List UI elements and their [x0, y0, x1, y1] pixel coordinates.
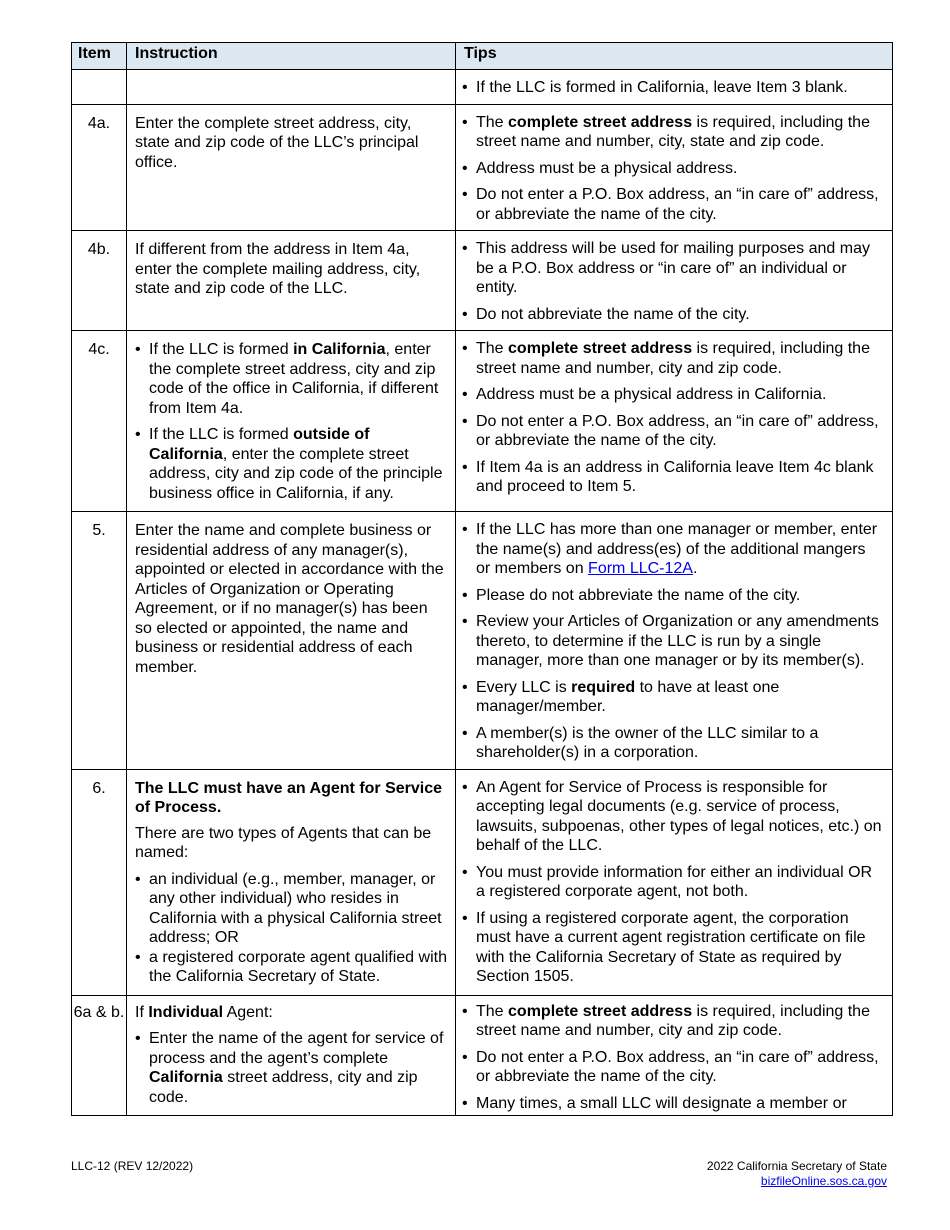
tips-cell — [456, 70, 893, 105]
instruction-text: There are two types of Agents that can be named: — [135, 824, 432, 861]
tip-bullet: • Do not enter a P.O. Box address, an “in care of” address, or abbreviate the name of the city. — [462, 1048, 884, 1087]
tips-cell — [456, 769, 893, 995]
tips-cell — [456, 231, 893, 331]
table-row — [72, 104, 893, 231]
tip-bullet: • If the LLC is formed in California, leave Item 3 blank. — [462, 78, 884, 98]
form-revision: LLC-12 (REV 12/2022) — [71, 1159, 194, 1173]
tip-bullet: • The complete street address is required, including the street name and number, city, state and zip code. — [462, 113, 884, 152]
instruction-text: Enter the name and complete business or residential address of any manager(s), appointed or elected in accordance with the Articles of Organization or Operating Agreement, or if no manager(s) has been so elected or appointed, the name and business or residential address of each member. — [135, 522, 444, 676]
footer-right — [707, 1159, 887, 1189]
instruction-bullet: • If the LLC is formed in California, enter the complete street address, city and zip code of the office in California, if different from Item 4a. — [135, 340, 447, 418]
tip-bullet: • Review your Articles of Organization or any amendments thereto, to determine if the LLC is run by a single manager, more than one manager or by its member(s). — [462, 612, 884, 671]
table-row — [72, 331, 893, 512]
instruction-cell — [127, 769, 456, 995]
website-link[interactable]: bizfileOnline.sos.ca.gov — [760, 1174, 887, 1188]
instruction-cell — [127, 512, 456, 770]
tip-bullet: • An Agent for Service of Process is responsible for accepting legal documents (e.g. service of process, lawsuits, subpoenas, other types of legal notices, etc.) on behalf of the LLC. — [462, 778, 884, 856]
tips-cell — [456, 331, 893, 512]
header-instruction: Instruction — [127, 43, 456, 70]
copyright-text: 2022 California Secretary of State — [706, 1159, 887, 1173]
item-cell — [72, 70, 127, 105]
instruction-text: If Individual Agent: — [135, 1003, 273, 1021]
instruction-cell — [127, 995, 456, 1116]
tip-bullet: • If Item 4a is an address in California leave Item 4c blank and proceed to Item 5. — [462, 458, 884, 497]
instruction-cell — [127, 70, 456, 105]
tips-cell — [456, 104, 893, 231]
item-number: 6. — [72, 769, 127, 995]
table-header-row — [72, 43, 893, 70]
instruction-bullet: • a registered corporate agent qualified with the California Secretary of State. — [135, 948, 447, 987]
table-row — [72, 995, 893, 1116]
instruction-text: If different from the address in Item 4a, enter the complete mailing address, city, state and zip code of the LLC. — [135, 241, 421, 297]
item-number: 6a & b. — [72, 995, 127, 1116]
tip-bullet: • Do not abbreviate the name of the city. — [462, 305, 884, 325]
table-row — [72, 769, 893, 995]
table-row — [72, 70, 893, 105]
instruction-bullet: • If the LLC is formed outside of California, enter the complete street address, city and zip code of the principle business office in California, if any. — [135, 425, 447, 503]
tip-bullet: • The complete street address is required, including the street name and number, city and zip code. — [462, 1002, 884, 1041]
instruction-bullet: • an individual (e.g., member, manager, or any other individual) who resides in California with a physical California street address; OR — [135, 870, 447, 948]
tips-cell — [456, 995, 893, 1116]
instruction-cell — [127, 104, 456, 231]
table-row — [72, 512, 893, 770]
item-number: 4c. — [72, 331, 127, 512]
header-item: Item — [72, 43, 127, 70]
tip-bullet: • The complete street address is required, including the street name and number, city and zip code. — [462, 339, 884, 378]
tip-bullet: • Many times, a small LLC will designate a member or — [462, 1094, 884, 1114]
item-number: 4a. — [72, 104, 127, 231]
instruction-cell — [127, 331, 456, 512]
tip-bullet: • If the LLC has more than one manager or member, enter the name(s) and address(es) of the additional mangers or members on Form LLC-12A. — [462, 520, 884, 579]
item-number: 4b. — [72, 231, 127, 331]
header-tips: Tips — [456, 43, 893, 70]
item-number: 5. — [72, 512, 127, 770]
instructions-table — [71, 42, 893, 1116]
tip-bullet: • Please do not abbreviate the name of the city. — [462, 586, 884, 606]
tip-bullet: • This address will be used for mailing purposes and may be a P.O. Box address or “in care of” an individual or entity. — [462, 239, 884, 298]
table-row — [72, 231, 893, 331]
tips-cell — [456, 512, 893, 770]
form-llc-12a-link[interactable]: Form LLC-12A — [588, 560, 693, 577]
tip-bullet: • Do not enter a P.O. Box address, an “in care of” address, or abbreviate the name of the city. — [462, 185, 884, 224]
tip-bullet: • Do not enter a P.O. Box address, an “in care of” address, or abbreviate the name of the city. — [462, 412, 884, 451]
instruction-text: Enter the complete street address, city, state and zip code of the LLC’s principal office. — [135, 114, 419, 171]
tip-bullet: • A member(s) is the owner of the LLC similar to a shareholder(s) in a corporation. — [462, 724, 884, 763]
tip-bullet: • You must provide information for either an individual OR a registered corporate agent, not both. — [462, 863, 884, 902]
instruction-heading: The LLC must have an Agent for Service of Process. — [135, 779, 443, 816]
instruction-cell — [127, 231, 456, 331]
tip-bullet: • Address must be a physical address in California. — [462, 385, 884, 405]
instruction-bullet: • Enter the name of the agent for service of process and the agent’s complete California street address, city and zip code. — [135, 1029, 447, 1107]
tip-bullet: • Every LLC is required to have at least one manager/member. — [462, 678, 884, 717]
tip-bullet: • Address must be a physical address. — [462, 159, 884, 179]
tip-bullet: • If using a registered corporate agent, the corporation must have a current agent registration certificate on file with the California Secretary of State as required by Section 1505. — [462, 909, 884, 987]
